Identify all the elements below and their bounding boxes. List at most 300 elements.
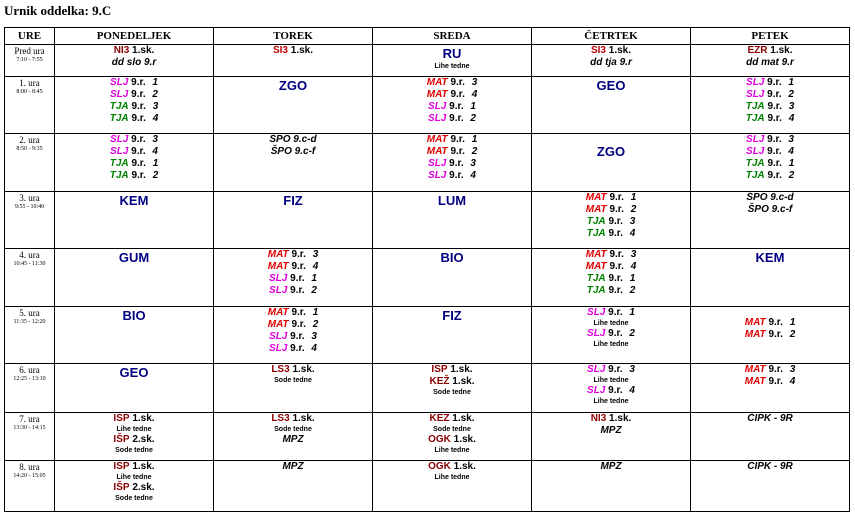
lesson-entry [691,170,849,182]
lesson-entry [373,413,531,425]
group-number: 1 [471,134,478,145]
timetable-row [5,249,850,307]
activity-entry [214,134,372,146]
subject-code: SLJ [746,77,765,88]
lesson-cell [691,461,850,512]
group-label: 9.r. [291,249,306,260]
timetable-row [5,77,850,134]
group-number: 4 [788,146,794,157]
group-label: 2.sk. [132,434,155,445]
lesson-cell [691,134,850,192]
lesson-entry [214,413,372,425]
lesson-cell [532,461,691,512]
subject-code: SLJ [587,364,606,375]
hour-number: 6. ura [19,365,40,375]
lesson-entry [691,307,849,329]
activity-entry [691,204,849,216]
subject-code: OGK [428,434,451,445]
subject-code: SLJ [746,89,765,100]
group-label: 1.sk. [608,45,632,56]
hour-cell [5,249,55,307]
group-number: 1 [312,307,319,318]
group-number: 4 [630,261,637,272]
subject-code: MAT [426,146,448,157]
lesson-cell [691,249,850,307]
group-number: 3 [152,134,158,145]
activity-label: ŠPO 9.c-f [747,204,793,215]
week-note: Lihe tedne [116,474,152,481]
timetable-row [5,307,850,364]
subject-code: MAT [744,329,766,340]
lesson-cell [214,134,373,192]
subject-code: SLJ [428,101,447,112]
hour-number: 7. ura [19,414,40,424]
subject-code: NI3 [590,413,607,424]
group-label: 1.sk. [450,364,473,375]
lesson-entry [373,113,531,125]
lesson-cell [373,307,532,364]
group-label: 9.r. [608,228,623,239]
lesson-entry [532,364,690,376]
hour-number: Pred ura [14,46,45,56]
group-number: 2 [152,89,158,100]
lesson-entry [691,364,849,376]
week-note: Sode tedne [115,447,153,454]
lesson-cell [55,192,214,249]
subject-label: FIZ [283,193,303,208]
group-label: 9.r. [291,261,306,272]
subject-code: SLJ [269,331,288,342]
header-ponedeljek: PONEDELJEK [55,28,214,45]
subject-label: KEM [755,250,785,265]
hour-time: 9:55 - 10:40 [14,204,45,210]
lesson-entry [214,331,372,343]
week-note: Sode tedne [433,426,471,433]
lesson-entry [691,158,849,170]
group-number: 3 [470,158,476,169]
week-note: Lihe tedne [434,447,470,454]
subject-code: SLJ [428,113,447,124]
lesson-entry [55,482,213,494]
group-label: 9.r. [608,328,623,339]
lesson-cell [691,307,850,364]
hour-time: 11:35 - 12:20 [13,319,46,325]
timetable-row [5,461,850,512]
hour-cell [5,307,55,364]
lesson-cell [691,364,850,413]
lesson-cell [373,413,532,461]
subject-code: MAT [426,89,448,100]
lesson-entry [532,216,690,228]
group-label: 9.r. [131,113,146,124]
lesson-cell [55,249,214,307]
group-number: 2 [629,285,636,296]
lesson-entry [373,434,531,446]
group-number: 4 [152,113,159,124]
lesson-entry [532,192,690,204]
activity-label: ŠPO 9.c-f [270,146,316,157]
hour-time: 8:50 - 9:35 [16,146,43,152]
subject-code: TJA [586,228,606,239]
lesson-entry [55,45,213,57]
hour-cell [5,134,55,192]
subject-code: TJA [745,113,765,124]
subject-code: MAT [267,261,289,272]
lesson-entry [532,328,690,340]
group-number: 1 [788,158,795,169]
group-number: 2 [152,170,159,181]
lesson-entry [373,101,531,113]
group-label: 1.sk. [132,45,155,56]
week-note: Sode tedne [274,377,312,384]
lesson-cell [532,307,691,364]
lesson-entry [55,89,213,101]
subject-label: ZGO [596,144,626,159]
subject-code: SLJ [587,328,606,339]
subject-code: TJA [109,170,129,181]
hour-cell [5,77,55,134]
group-label: 9.r. [608,385,623,396]
subject-code: SLJ [428,158,447,169]
group-label: 9.r. [768,329,783,340]
lesson-entry [373,170,531,182]
group-number: 4 [312,261,319,272]
lesson-entry [214,261,372,273]
lesson-entry [373,77,531,89]
week-note: Sode tedne [274,426,312,433]
activity-label: MPZ [600,425,622,436]
subject-code: KEZ [429,413,450,424]
group-label: 9.r. [608,216,623,227]
lesson-entry [373,461,531,473]
group-number: 1 [629,273,636,284]
group-label: 9.r. [767,158,782,169]
hour-time: 7:10 - 7:55 [16,57,43,63]
group-number: 4 [629,228,636,239]
lesson-entry [55,134,213,146]
hour-time: 8:00 - 8:45 [16,89,43,95]
group-label: 9.r. [608,273,623,284]
lesson-entry [214,343,372,355]
lesson-entry [691,101,849,113]
lesson-entry [373,376,531,388]
hour-cell [5,461,55,512]
lesson-entry [532,249,690,261]
lesson-entry [691,376,849,388]
lesson-cell [55,307,214,364]
subject-code: IŠP [113,482,130,493]
lesson-cell [532,192,691,249]
subject-code: MAT [267,319,289,330]
subject-code: SLJ [587,307,606,318]
lesson-cell [55,461,214,512]
lesson-cell [373,77,532,134]
group-label: 9.r. [449,113,464,124]
lesson-cell [691,77,850,134]
subject-label: RU [442,46,462,61]
group-number: 4 [311,343,317,354]
group-label: 1.sk. [290,45,314,56]
group-label: 9.r. [290,273,305,284]
lesson-cell [214,249,373,307]
timetable-row [5,192,850,249]
subject-code: ŠI3 [590,45,606,56]
subject-code: SLJ [269,285,288,296]
lesson-entry [214,319,372,331]
subject-code: SLJ [428,170,447,181]
hour-cell [5,192,55,249]
activity-entry [532,425,690,437]
group-label: 1.sk. [609,413,632,424]
lesson-entry [691,329,849,341]
subject-code: TJA [745,101,765,112]
subject-code: ISP [113,413,130,424]
header-sreda: SREDA [373,28,532,45]
group-number: 4 [789,376,796,387]
page-title: Urnik oddelka: 9.C [4,3,112,18]
lesson-entry [55,413,213,425]
lesson-entry [532,228,690,240]
subject-code: ISP [113,461,130,472]
hour-time: 10:45 - 11:30 [13,261,46,267]
subject-code: OGK [428,461,451,472]
lesson-entry [691,45,849,57]
group-label: 9.r. [768,317,783,328]
group-label: 1.sk. [292,413,315,424]
group-label: 1.sk. [132,461,155,472]
lesson-entry [55,146,213,158]
lesson-cell [691,192,850,249]
lesson-entry [691,134,849,146]
lesson-entry [691,89,849,101]
group-label: 9.r. [767,113,782,124]
lesson-entry [373,158,531,170]
lesson-entry [532,413,690,425]
group-number: 3 [152,101,159,112]
group-number: 2 [312,319,319,330]
group-number: 2 [789,329,796,340]
lesson-entry [691,113,849,125]
activity-entry [55,57,213,69]
lesson-cell [214,192,373,249]
activity-label: dd slo 9.r [111,57,157,68]
subject-code: MAT [585,249,607,260]
group-number: 2 [470,113,476,124]
lesson-entry [373,89,531,101]
lesson-cell [373,461,532,512]
subject-label: KEM [119,193,149,208]
group-label: 9.r. [131,101,146,112]
group-label: 9.r. [609,192,624,203]
subject-code: MAT [426,77,448,88]
subject-code: TJA [586,285,606,296]
group-number: 3 [629,364,635,375]
header-torek: TOREK [214,28,373,45]
group-label: 1.sk. [770,45,793,56]
lesson-entry [691,77,849,89]
subject-label: LUM [437,193,467,208]
group-number: 3 [630,249,637,260]
lesson-cell [691,45,850,77]
subject-code: SLJ [110,89,129,100]
lesson-cell [373,45,532,77]
subject-code: SLJ [269,273,288,284]
hour-number: 3. ura [19,193,40,203]
header-petek: PETEK [691,28,850,45]
activity-entry [214,146,372,158]
hour-number: 5. ura [19,308,40,318]
hour-time: 14:20 - 15:05 [13,473,46,479]
lesson-entry [214,285,372,297]
activity-label: ČIPK - 9R [747,413,793,424]
lesson-cell [532,364,691,413]
subject-code: TJA [745,158,765,169]
lesson-entry [55,434,213,446]
group-label: 9.r. [767,134,782,145]
activity-label: MPZ [600,461,622,472]
group-number: 2 [630,204,637,215]
group-label: 9.r. [608,364,623,375]
subject-code: SLJ [587,385,606,396]
group-number: 1 [630,192,637,203]
lesson-cell [214,364,373,413]
group-number: 3 [311,331,317,342]
group-label: 9.r. [767,170,782,181]
group-label: 9.r. [767,77,782,88]
lesson-cell [55,77,214,134]
subject-code: ŠI3 [272,45,288,56]
group-number: 2 [311,285,317,296]
group-label: 1.sk. [452,376,475,387]
subject-code: TJA [109,101,129,112]
lesson-entry [214,307,372,319]
group-label: 9.r. [768,376,783,387]
group-number: 1 [470,101,476,112]
week-note: Lihe tedne [593,398,629,405]
week-note: Lihe tedne [434,474,470,481]
group-label: 9.r. [449,170,464,181]
group-label: 2.sk. [132,482,155,493]
group-label: 9.r. [609,249,624,260]
subject-code: MAT [426,134,448,145]
lesson-cell [532,249,691,307]
group-number: 1 [629,307,635,318]
activity-entry [532,57,690,69]
group-number: 4 [470,170,476,181]
group-label: 1.sk. [132,413,155,424]
subject-code: MAT [744,317,766,328]
group-label: 9.r. [767,146,782,157]
group-number: 3 [312,249,319,260]
subject-code: MAT [267,307,289,318]
activity-label: CIPK - 9R [747,461,793,472]
lesson-entry [55,77,213,89]
header-cetrtek: ČETRTEK [532,28,691,45]
subject-label: FIZ [442,308,462,323]
group-label: 9.r. [450,77,465,88]
lesson-cell [214,307,373,364]
lesson-cell [214,45,373,77]
lesson-cell [373,249,532,307]
subject-code: EZR [747,45,768,56]
group-number: 2 [629,328,635,339]
lesson-cell [532,77,691,134]
group-number: 4 [471,89,478,100]
week-note: Lihe tedne [593,320,629,327]
week-note: Sode tedne [433,389,471,396]
group-label: 9.r. [609,261,624,272]
group-number: 3 [788,134,794,145]
group-label: 9.r. [608,307,623,318]
activity-entry [691,413,849,425]
group-label: 9.r. [449,101,464,112]
group-number: 4 [152,146,158,157]
lesson-cell [214,413,373,461]
subject-label: ZGO [278,78,308,93]
subject-code: SLJ [110,134,129,145]
group-number: 2 [788,89,794,100]
group-number: 3 [471,77,478,88]
hour-cell [5,364,55,413]
lesson-entry [214,249,372,261]
header-ure: URE [5,28,55,45]
subject-code: MAT [585,261,607,272]
subject-code: SLJ [110,77,129,88]
activity-label: dd mat 9.r [746,57,794,68]
activity-entry [691,57,849,69]
subject-code: TJA [586,216,606,227]
group-label: 9.r. [290,331,305,342]
activity-label: ŠPO 9.c-d [746,192,794,203]
lesson-entry [532,285,690,297]
group-number: 1 [788,77,794,88]
group-label: 1.sk. [453,461,476,472]
lesson-entry [691,146,849,158]
subject-code: SLJ [746,146,765,157]
group-number: 1 [789,317,796,328]
hour-number: 8. ura [19,462,40,472]
subject-code: KEŽ [429,376,450,387]
subject-code: SLJ [269,343,288,354]
lesson-entry [532,204,690,216]
subject-code: IŠP [113,434,130,445]
group-label: 9.r. [131,158,146,169]
lesson-cell [214,77,373,134]
group-number: 1 [152,77,158,88]
lesson-cell [214,461,373,512]
group-label: 9.r. [131,77,146,88]
group-label: 1.sk. [452,413,475,424]
subject-code: MAT [744,364,766,375]
timetable-row [5,134,850,192]
hour-number: 2. ura [19,135,40,145]
subject-code: TJA [586,273,606,284]
group-label: 9.r. [450,134,465,145]
group-label: 9.r. [131,146,146,157]
group-label: 9.r. [131,89,146,100]
week-note: Sode tedne [115,495,153,502]
group-label: 9.r. [290,343,305,354]
activity-label: ŠPO 9.c-d [269,134,317,145]
subject-label: GEO [596,78,626,93]
lesson-cell [532,413,691,461]
subject-label: GEO [119,365,149,380]
hour-cell [5,45,55,77]
group-label: 9.r. [131,170,146,181]
week-note: Lihe tedne [593,377,629,384]
timetable-row [5,45,850,77]
subject-code: MAT [585,192,607,203]
